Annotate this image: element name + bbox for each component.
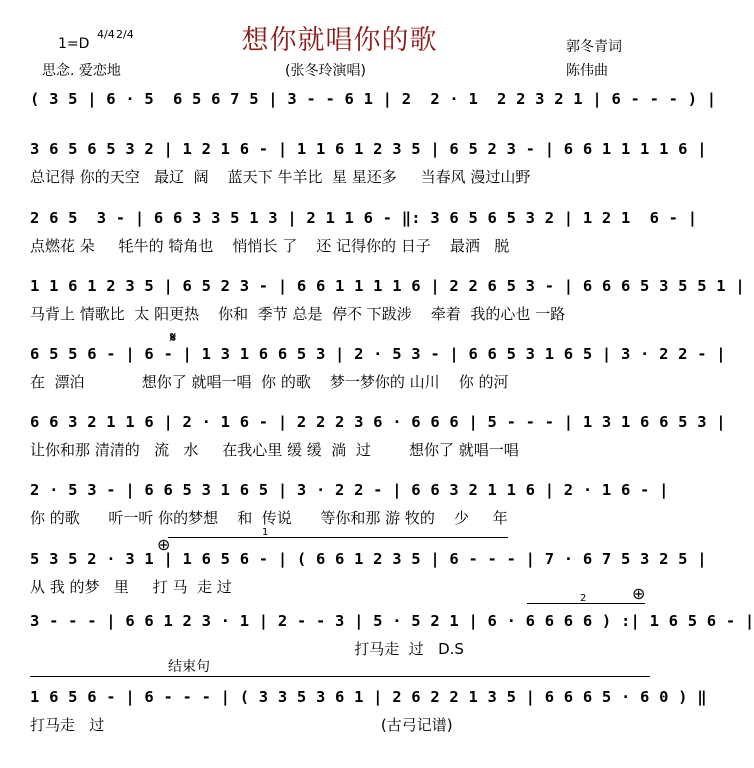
notation-line: 6 5 5 6 - | 6 - | 1 3 1 6 6 5 3 | 2 · 5 3 - | 6 6 5 3 1 6 5 | 3 · 2 2 - | (30, 345, 726, 363)
key-signature (58, 36, 89, 52)
singer-credit: (张冬玲演唱) (285, 63, 366, 79)
lyrics-line: 马背上 情歌比 太 阳更热 你和 季节 总是 停不 下跋涉 牵着 我的心也 一路 (30, 305, 566, 323)
lyrics-line: 在 漂泊 想你了 就唱一唱 你 的歌 梦一梦你的 山川 你 的河 (30, 373, 509, 391)
composer-credit: 陈伟曲 (566, 63, 608, 79)
time-sig-2-text: 2/4 (116, 28, 134, 41)
time-signature-1 (97, 29, 115, 40)
notation-line: 5 3 5 2 · 3 1 | 1 6 5 6 - | ( 6 6 1 2 3 5 | 6 - - - | 7 · 6 7 5 3 2 5 | (30, 550, 707, 568)
score-row-9 (30, 688, 707, 738)
key-label: 1=D (58, 36, 90, 52)
lyrics-line: 总记得 你的天空 最辽 阔 蓝天下 牛羊比 星 星还多 当春风 漫过山野 (30, 168, 531, 186)
segno-sign: 𝄋 (170, 330, 177, 346)
time-sig-1-text: 4/4 (97, 28, 115, 41)
time-signature-2 (116, 29, 134, 40)
ending-bracket-1 (168, 537, 508, 538)
notation-line: 3 6 5 6 5 3 2 | 1 2 1 6 - | 1 1 6 1 2 3 5 | 6 5 2 3 - | 6 6 1 1 1 1 6 | (30, 140, 707, 158)
notation-line: 1 1 6 1 2 3 5 | 6 5 2 3 - | 6 6 1 1 1 1 6 | 2 2 6 5 3 - | 6 6 6 5 3 5 5 1 | (30, 277, 745, 295)
notation-line: ( 3 5 | 6 · 5 6 5 6 7 5 | 3 - - 6 1 | 2 2 · 1 2 2 3 2 1 | 6 - - - ) | (30, 90, 717, 108)
score-row-6 (30, 481, 669, 531)
lyrics-line: 打马走 过 D.S (30, 640, 464, 658)
notation-line: 6 6 3 2 1 1 6 | 2 · 1 6 - | 2 2 2 3 6 · 6 6 6 | 5 - - - | 1 3 1 6 6 5 3 | (30, 413, 726, 431)
score-row-1 (30, 140, 707, 190)
score-row-8 (30, 612, 754, 662)
score-row-5 (30, 413, 726, 463)
mood-marking: 思念. 爱恋地 (42, 63, 121, 79)
coda-separator-line (30, 676, 650, 677)
score-row-4 (30, 345, 726, 395)
lyrics-line: 点燃花 朵 牦牛的 犄角也 悄悄长 了 还 记得你的 日子 最洒 脱 (30, 237, 510, 255)
ending-number-1: 1 (262, 527, 269, 538)
lyrics-line: 从 我 的梦 里 打 马 走 过 (30, 578, 232, 596)
notation-line: 1 6 5 6 - | 6 - - - | ( 3 3 5 3 6 1 | 2 6 2 2 1 3 5 | 6 6 6 5 · 6 0 ) ‖ (30, 688, 707, 706)
score-row-3 (30, 277, 745, 327)
lyricist-credit: 郭冬青词 (566, 39, 622, 55)
notation-line: 2 6 5 3 - | 6 6 3 3 5 1 3 | 2 1 1 6 - ‖: 3 6 5 6 5 3 2 | 1 2 1 6 - | (30, 209, 698, 227)
ending-section-label: 结束句 (168, 659, 210, 675)
lyrics-line: 你 的歌 听一听 你的梦想 和 传说 等你和那 游 牧的 少 年 (30, 509, 508, 527)
ending-number-2: 2 (580, 593, 587, 604)
song-title: 想你就唱你的歌 (241, 25, 438, 56)
notation-line: 3 - - - | 6 6 1 2 3 · 1 | 2 - - 3 | 5 · 5 2 1 | 6 · 6 6 6 6 ) :| 1 6 5 6 - | (30, 612, 754, 630)
score-row-0 (30, 90, 717, 120)
notation-line: 2 · 5 3 - | 6 6 5 3 1 6 5 | 3 · 2 2 - | 6 6 3 2 1 1 6 | 2 · 1 6 - | (30, 481, 669, 499)
lyrics-line: 打马走 过 (古弓记谱) (30, 716, 453, 734)
coda-sign-2: ⊕ (632, 584, 646, 603)
score-row-7 (30, 550, 707, 600)
lyrics-line: 让你和那 清清的 流 水 在我心里 缓 缓 淌 过 想你了 就唱一唱 (30, 441, 519, 459)
score-row-2 (30, 209, 698, 259)
coda-sign: ⊕ (157, 535, 171, 554)
